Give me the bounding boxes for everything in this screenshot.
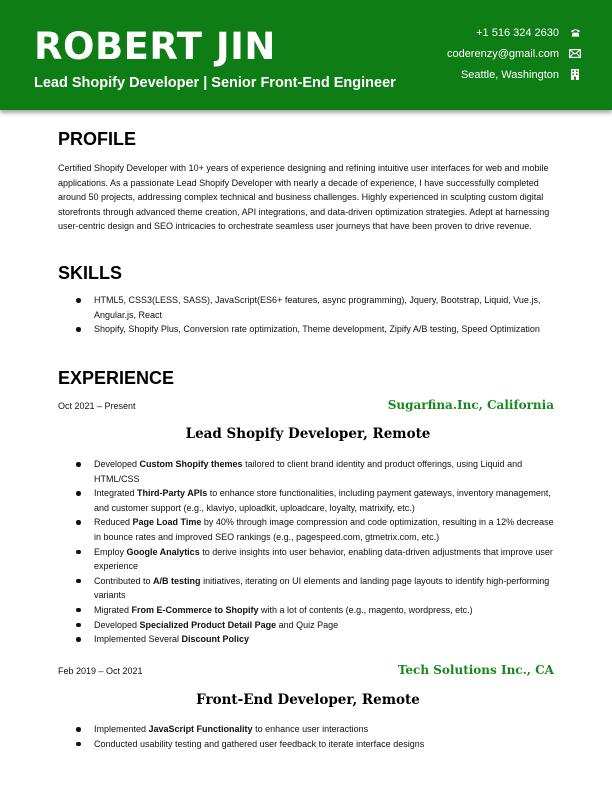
skills-heading: SKILLS bbox=[58, 263, 123, 283]
profile-heading: PROFILE bbox=[58, 129, 137, 149]
skill-item: HTML5, CSS3(LESS, SASS), JavaScript(ES6+ features, async programming), Jquery, Bootstrap, Liquid, Vue.js, Angular.js, React bbox=[58, 293, 558, 322]
candidate-tagline: Lead Shopify Developer | Senior Front-End Engineer bbox=[34, 75, 396, 91]
job-bullet: Contributed to A/B testing initiatives, iterating on UI elements and landing page layouts to identify high-performing variants bbox=[58, 574, 558, 603]
profile-text: Certified Shopify Developer with 10+ years of experience designing and refining intuitive user interfaces for web and mobile applications. As a passionate Lead Shopify Developer with nearly a decade of experience, I have successfully completed around 50 projects, addressing complex technical and business challenges. Highly experienced in sculpting custom digital storefronts through advanced theme creation, API integrations, and data-driven optimization strategies. Adept at harnessing user-centric design and SEO intricacies to orchestrate seamless user journeys that have been proven to drive revenue. bbox=[58, 163, 550, 232]
job-bullets bbox=[58, 457, 558, 647]
phone-text: +1 516 324 2630 bbox=[476, 26, 559, 39]
job-company: Tech Solutions Inc., CA bbox=[397, 663, 554, 677]
job-bullet: Integrated Third-Party APIs to enhance store functionalities, including payment gateways, inventory management, and customer support (e.g., klaviyo, uploadkit, uploadcare, loyalty, matrixify, etc.) bbox=[58, 486, 558, 515]
job-bullet: Implemented JavaScript Functionality to enhance user interactions bbox=[58, 722, 558, 737]
job-bullets bbox=[58, 722, 558, 751]
resume-header bbox=[0, 0, 612, 110]
phone-icon bbox=[568, 28, 582, 37]
job-bullet: Migrated From E-Commerce to Shopify with a lot of contents (e.g., magento, wordpress, etc.) bbox=[58, 603, 558, 618]
job-date: Feb 2019 – Oct 2021 bbox=[58, 666, 143, 676]
job-role: Lead Shopify Developer, Remote bbox=[185, 426, 431, 442]
envelope-icon bbox=[568, 49, 582, 58]
email-text: coderenzy@gmail.com bbox=[446, 47, 559, 60]
job-bullet: Implemented Several Discount Policy bbox=[58, 632, 558, 647]
building-icon bbox=[568, 69, 582, 80]
job-bullet: Reduced Page Load Time by 40% through image compression and code optimization, resulting in a 12% decrease in bounce rates and improved SEO rankings (e.g., pagespeed.com, gtmetrix.com, etc.) bbox=[58, 515, 558, 544]
job-bullet: Employ Google Analytics to derive insights into user behavior, enabling data-driven adjustments that improve user experience bbox=[58, 545, 558, 574]
contact-phone bbox=[447, 22, 582, 43]
job-company: Sugarfina.Inc, California bbox=[387, 398, 554, 412]
experience-heading: EXPERIENCE bbox=[58, 368, 175, 388]
job-role: Front-End Developer, Remote bbox=[196, 692, 420, 708]
job-bullet: Developed Specialized Product Detail Page and Quiz Page bbox=[58, 618, 558, 633]
job-bullet: Conducted usability testing and gathered user feedback to iterate interface designs bbox=[58, 737, 558, 752]
skill-item: Shopify, Shopify Plus, Conversion rate optimization, Theme development, Zipify A/B testing, Speed Optimization bbox=[58, 322, 558, 337]
contact-location bbox=[447, 64, 582, 85]
location-text: Seattle, Washington bbox=[460, 68, 559, 81]
job-bullet: Developed Custom Shopify themes tailored to client brand identity and product offerings, using Liquid and HTML/CSS bbox=[58, 457, 558, 486]
skills-list bbox=[58, 293, 558, 337]
contact-email bbox=[447, 43, 582, 64]
contact-info bbox=[447, 22, 582, 85]
job-date: Oct 2021 – Present bbox=[58, 401, 136, 411]
candidate-name: ROBERT JIN bbox=[34, 25, 276, 68]
